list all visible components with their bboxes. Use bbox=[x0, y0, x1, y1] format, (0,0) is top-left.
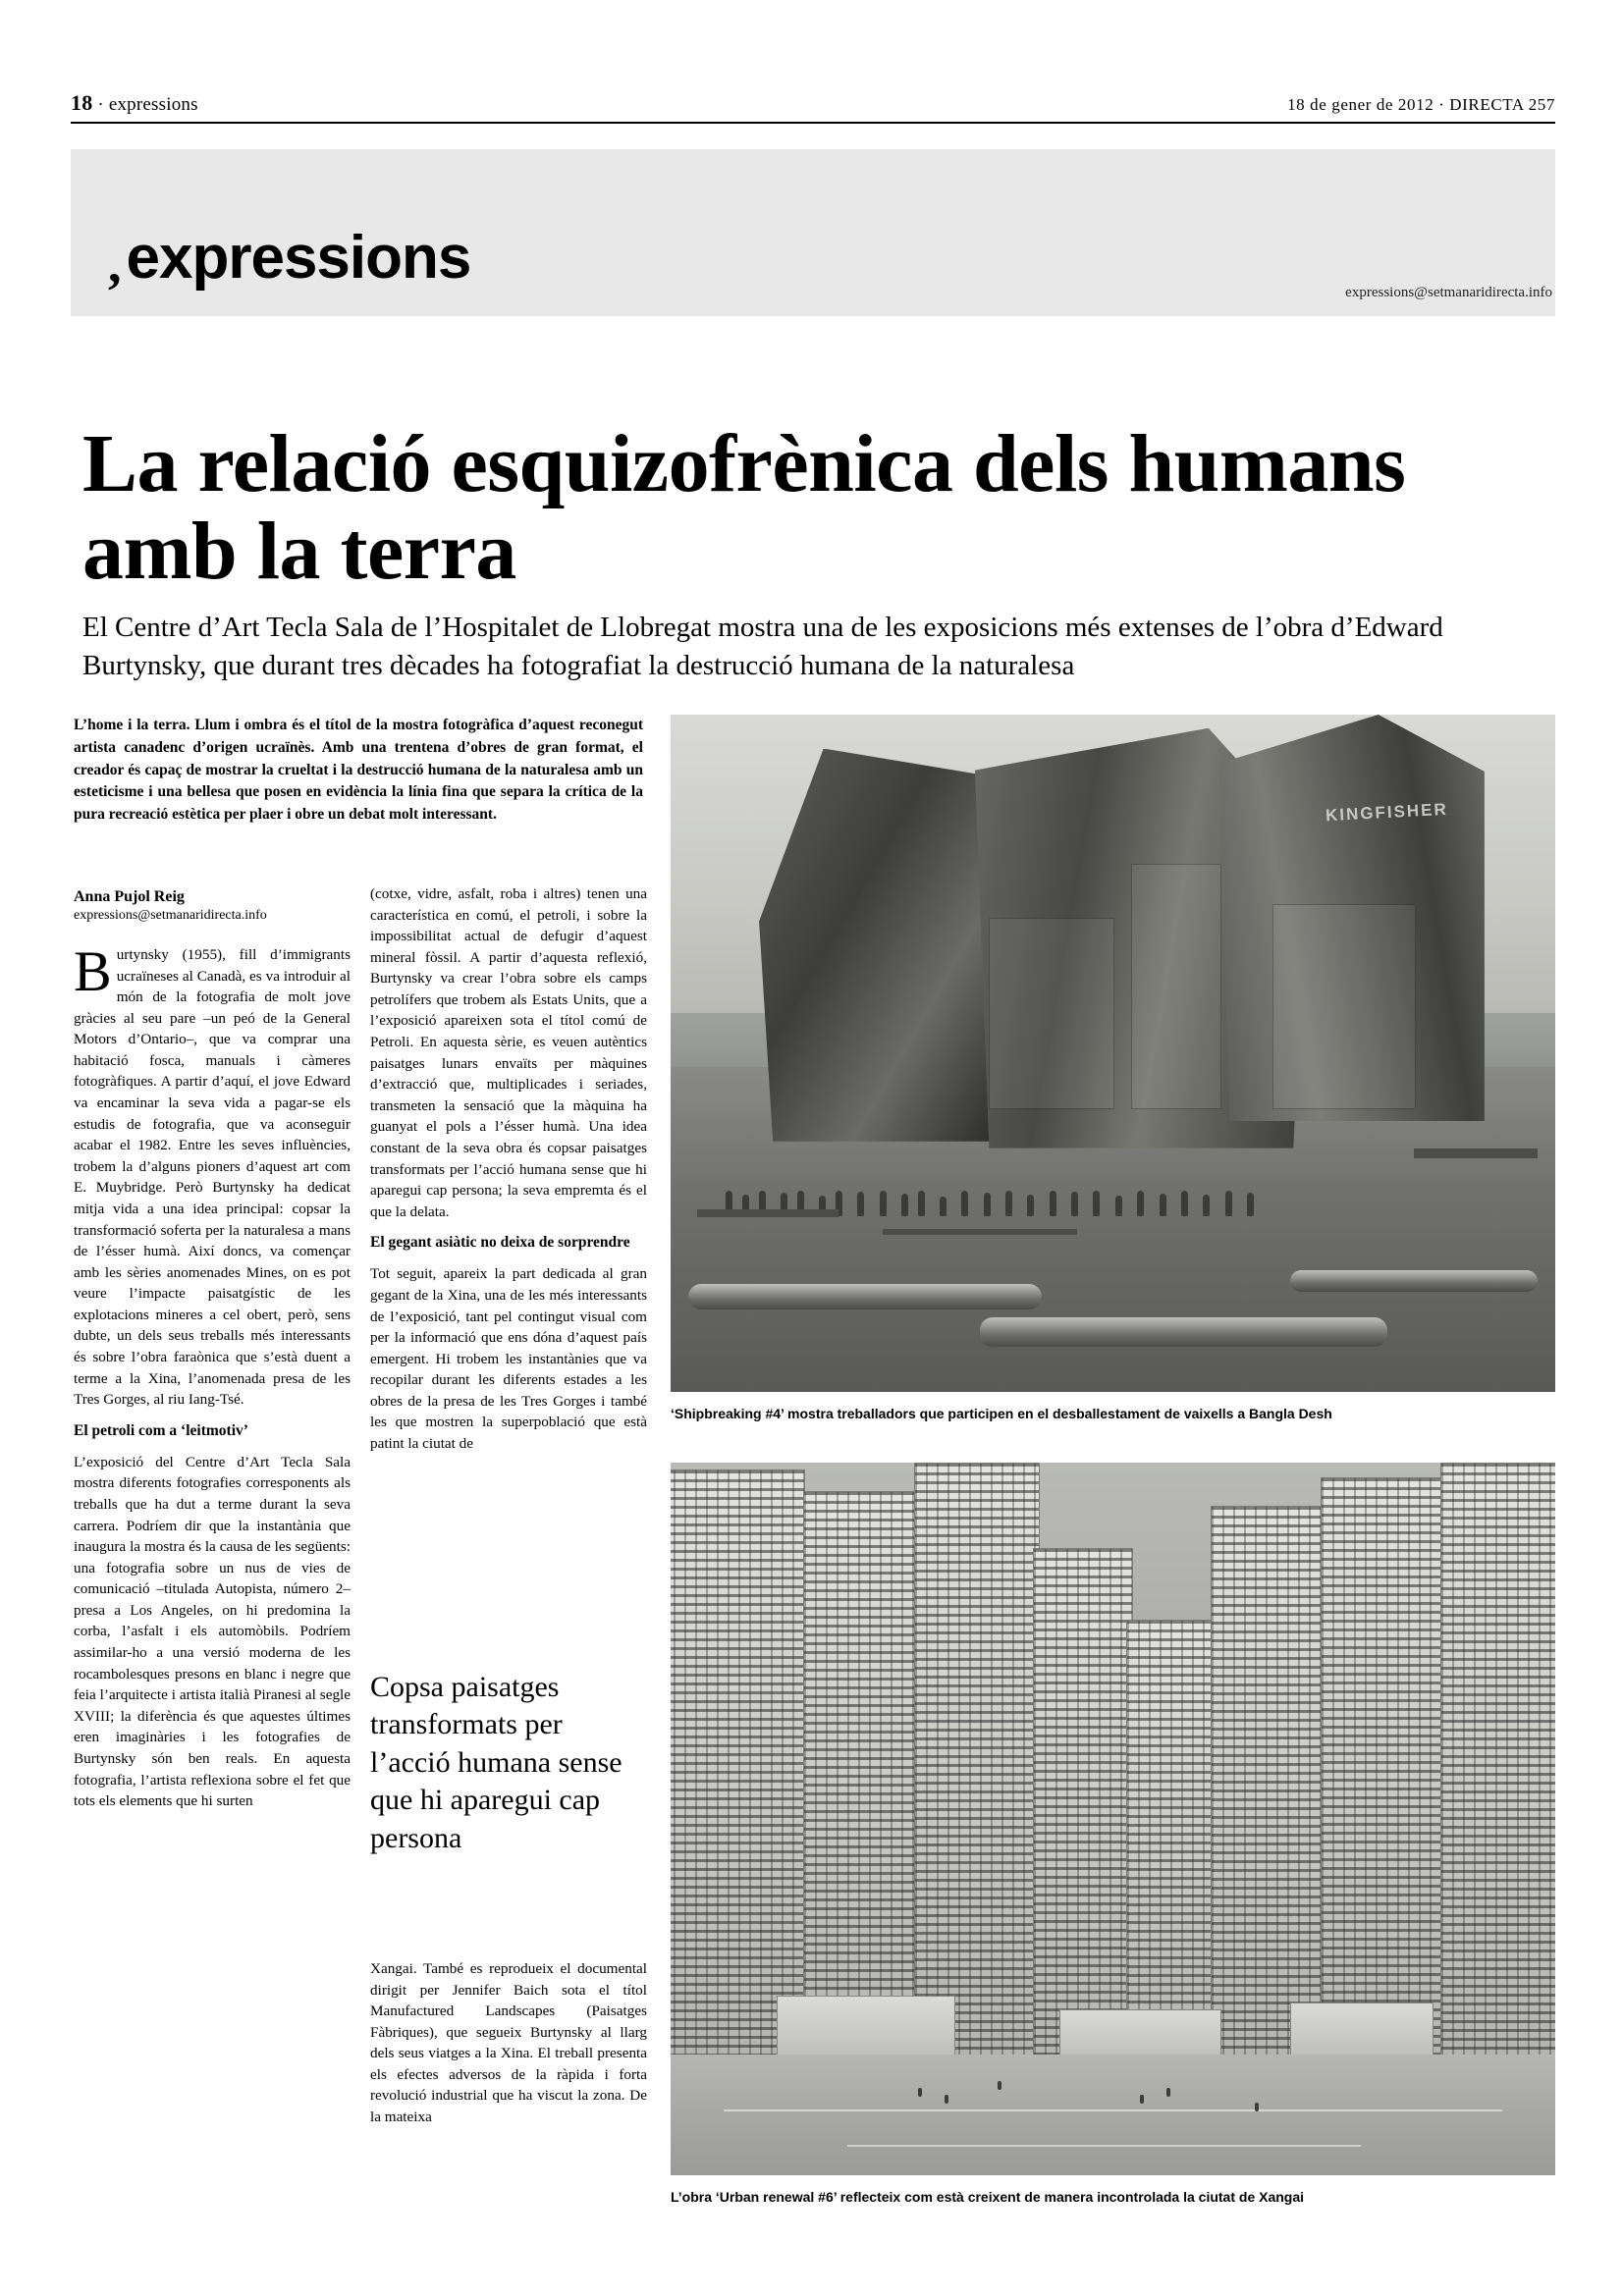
apartment-tower bbox=[914, 1463, 1040, 2061]
podium-building bbox=[777, 1996, 955, 2061]
hull-plate bbox=[1131, 864, 1221, 1109]
debris-pipe bbox=[980, 1317, 1386, 1347]
photo-caption-urban-renewal: L’obra ‘Urban renewal #6’ reflecteix com està creixent de manera incontrolada la ciutat de Xangai bbox=[671, 2189, 1305, 2205]
page-masthead bbox=[71, 90, 1555, 116]
section-title bbox=[108, 224, 471, 294]
paragraph: (cotxe, vidre, asfalt, roba i altres) tenen una característica en comú, el petroli, i sobre la impossibilitat actual de defugir d’aquest mineral fòssil. A partir d’aquesta reflexió, Burtynsky va crear l’obra sobre els camps petrolífers que trobem als Estats Units, que a l’exposició apareixen sota el títol comú de Petroli. En aquesta sèrie, es veuen autèntics paisatges lunars envaïts per màquines d’extracció que, multiplicades i seriades, transmeten la sensació que la màquina ha guanyat el pols a l’ésser humà. Una idea constant de la seva obra és copsar paisatges transformats per l’acció humana sense que hi aparegui cap persona; la seva empremta és el que la delata. bbox=[370, 885, 647, 1220]
body-column-1 bbox=[74, 939, 351, 1812]
apartment-tower bbox=[1321, 1477, 1446, 2061]
podium-building bbox=[1290, 2002, 1434, 2061]
debris bbox=[883, 1229, 1077, 1235]
folio-section: expressions bbox=[108, 94, 198, 115]
column-subheading: El gegant asiàtic no deixa de sorprendre bbox=[370, 1234, 630, 1252]
ground-marking bbox=[847, 2145, 1361, 2147]
pedestrian bbox=[945, 2095, 948, 2104]
pedestrian bbox=[1140, 2095, 1144, 2104]
pull-quote: Copsa paisatges transformats per l’acció humana sense que hi aparegui cap persona bbox=[370, 1671, 622, 1854]
section-title-comma: , bbox=[108, 235, 121, 294]
workers-crowd bbox=[715, 1121, 1264, 1216]
byline-email: expressions@setmanaridirecta.info bbox=[74, 908, 267, 923]
folio bbox=[71, 90, 198, 116]
ground-marking bbox=[724, 2109, 1502, 2111]
header-rule bbox=[71, 122, 1555, 124]
body-column-2 bbox=[370, 883, 647, 1455]
column-subheading: El petroli com a ‘leitmotiv’ bbox=[74, 1421, 248, 1439]
paragraph: L’exposició del Centre d’Art Tecla Sala mostra diferents fotografies corresponents als treballs que ha dut a terme durant la seva carrera. Podríem dir que la instantània que inaugura la mostra és la causa de les següents: una fotografia sobre un nus de vies de comunicació –titulada Autopista, número 2– presa a Los Angeles, on hi predomina la corba, l’asfalt i els automòbils. Podríem assimilar-ho a una versió moderna de les rocambolesques presons en blanc i negre que feia l’arquitecte i artista italià Piranesi al segle XVIII; la diferència és que aquestes últimes eren imaginàries i les fotografies de Burtynsky són ben reals. En aquesta fotografia, l’artista reflexiona sobre el fet que tots els elements que hi surten bbox=[74, 1453, 351, 1810]
paragraph: Tot seguit, apareix la part dedicada al gran gegant de la Xina, una de les més interessants de l’exposició, tant pel contingut visual com per la informació que ens dóna d’aquest país emergent. Hi trobem les instantànies que va recopilar durant les diferents estades a les obres de la presa de les Tres Gorges i també les que mostren la superpoblació que està patint la ciutat de bbox=[370, 1265, 647, 1453]
debris bbox=[697, 1209, 839, 1217]
hull-plate bbox=[989, 918, 1114, 1109]
folio-separator: · bbox=[97, 94, 109, 115]
article-standfirst: L’home i la terra. Llum i ombra és el títol de la mostra fotogràfica d’aquest reconegut artista canadenc d’origen ucraïnès. Amb una trentena d’obres de gran format, el creador és capaç de mostrar la crueltat i la destrucció humana de la naturalesa amb un esteticisme i una bellesa que posen en evidència la línia fina que separa la crítica de la pura recreació estètica per plaer i obre un debat molt interessant. bbox=[74, 717, 643, 824]
debris-pipe bbox=[1290, 1270, 1538, 1292]
body-column-2-continued bbox=[370, 1958, 647, 2128]
article-subhead: El Centre d’Art Tecla Sala de l’Hospitalet de Llobregat mostra una de les exposicions més extenses de l’obra d’Edward Burtynsky, que durant tres dècades ha fotografiat la destrucció humana de la naturalesa bbox=[82, 612, 1443, 681]
hull-plate bbox=[1272, 904, 1416, 1109]
paragraph: Burtynsky (1955), fill d’immigrants ucraïneses al Canadà, es va introduir al món de la fotografia de molt jove gràcies al seu pare –un peó de la General Motors d’Ontario–, que va comprar una habitació fosca, manuals i càmeres fotogràfiques. A partir d’aquí, el jove Edward va encaminar la seva vida a pagar-se els estudis de fotografia, que va aconseguir acabar el 1982. Entre les seves influències, trobem la d’alguns pioners d’aquest art com E. Muybridge. Però Burtynsky ha dedicat mitja vida a una idea principal: copsar la transformació soferta per la naturalesa a mans de l’ésser humà. Així doncs, va començar amb les sèries anomenades Mines, on es pot veure l’impacte paisatgístic de les explotacions mineres a cel obert, però, sens dubte, un dels seus treballs més interessants és sobre l’obra faraònica que s’està duent a terme a la Xina, l’anomenada presa de les Tres Gorges, al riu Iang-Tsé. bbox=[74, 939, 351, 1409]
photo-shipbreaking bbox=[671, 715, 1555, 1392]
pedestrian bbox=[1255, 2103, 1259, 2111]
pedestrian bbox=[1166, 2088, 1170, 2097]
apartment-tower bbox=[803, 1491, 920, 2061]
pedestrian bbox=[918, 2088, 922, 2097]
byline-author: Anna Pujol Reig bbox=[74, 888, 185, 905]
apartment-tower bbox=[1126, 1620, 1217, 2061]
apartment-tower bbox=[671, 1469, 805, 2061]
issue-line: 18 de gener de 2012 · DIRECTA 257 bbox=[1287, 95, 1555, 114]
courtyard-ground bbox=[671, 2055, 1555, 2175]
article-headline: La relació esquizofrènica dels humans amb la terra bbox=[82, 418, 1406, 598]
byline bbox=[74, 888, 349, 924]
section-email: expressions@setmanaridirecta.info bbox=[1345, 285, 1552, 300]
folio-page-number: 18 bbox=[71, 90, 93, 115]
debris-pipe bbox=[688, 1284, 1042, 1309]
photo-caption-shipbreaking: ‘Shipbreaking #4’ mostra treballadors que participen en el desballestament de vaixells a Bangla Desh bbox=[671, 1406, 1332, 1421]
debris bbox=[1414, 1148, 1538, 1158]
apartment-tower bbox=[1440, 1463, 1555, 2061]
paragraph: Xangai. També es reprodueix el documental dirigit per Jennifer Baich sota el títol Manufactured Landscapes (Paisatges Fàbriques), que segueix Burtynsky al llarg dels seus viatges a la Xina. El treball presenta els efectes adversos de la ràpida i forta revolució industrial que ha viscut la zona. De la mateixa bbox=[370, 1960, 647, 2126]
pedestrian bbox=[998, 2081, 1001, 2090]
apartment-tower bbox=[1033, 1548, 1132, 2061]
apartment-tower bbox=[1211, 1506, 1327, 2061]
ship-name-label: KINGFISHER bbox=[1325, 799, 1448, 825]
section-title-text: expressions bbox=[126, 224, 471, 292]
photo-urban-renewal bbox=[671, 1463, 1555, 2175]
